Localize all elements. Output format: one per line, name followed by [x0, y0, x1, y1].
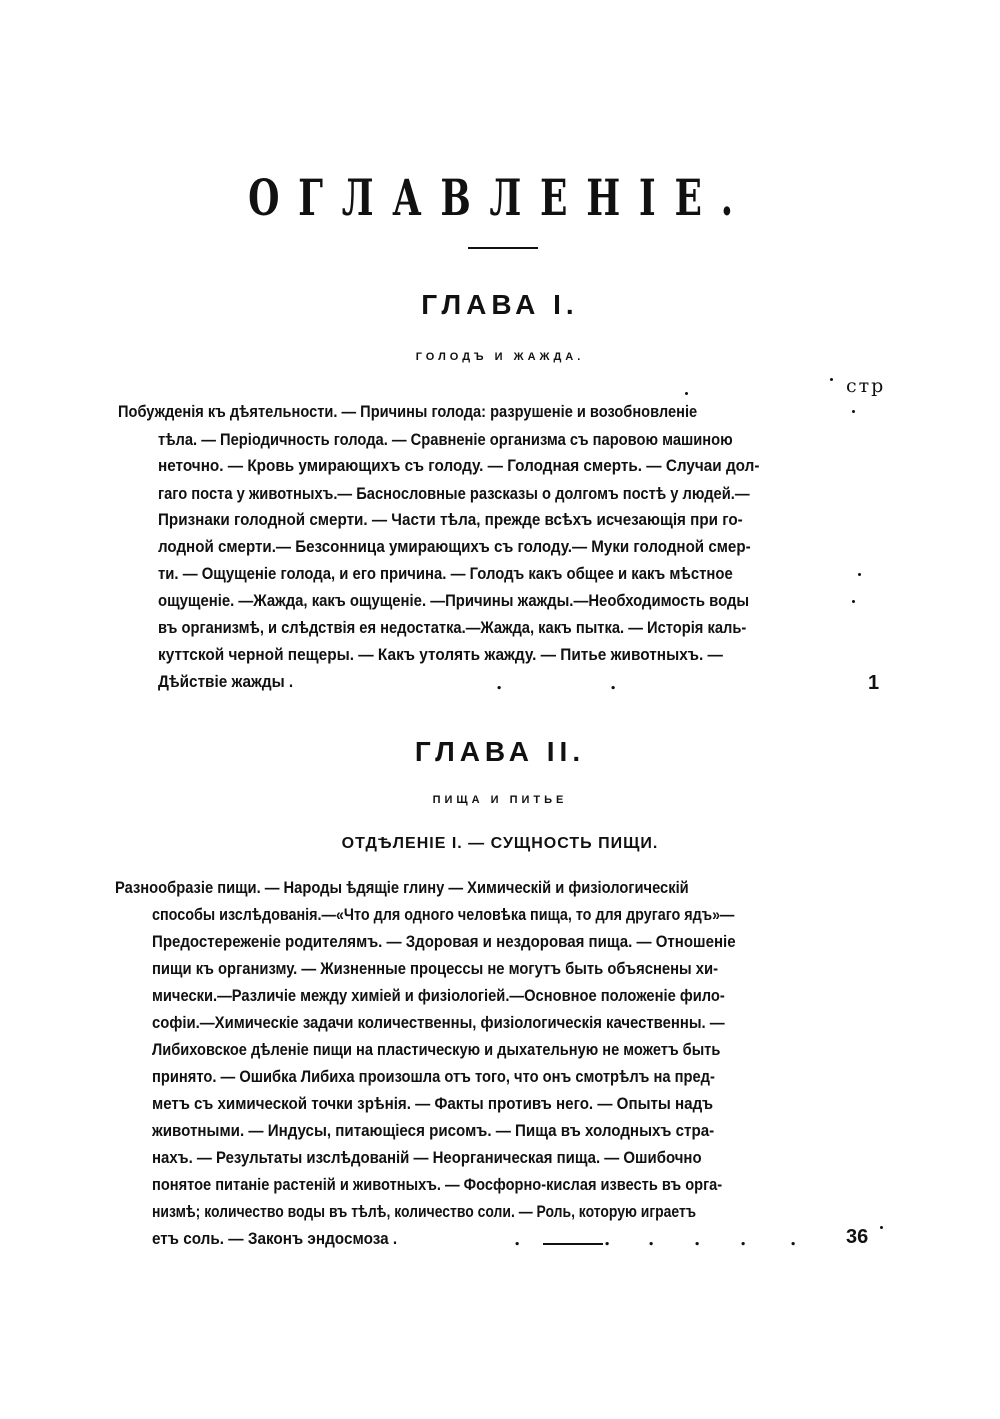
print-speck — [830, 378, 833, 381]
chapter-2-line: принято. — Ошибка Либиха произошла отъ того, что онъ смотрѣлъ на пред- — [152, 1067, 715, 1086]
chapter-2-page-number: 36 — [846, 1226, 869, 1248]
chapter-1-subtitle: ГОЛОДЪ И ЖАЖДА. — [415, 351, 585, 363]
dot-leader: . — [740, 1229, 749, 1250]
title-divider — [468, 247, 538, 249]
chapter-1-line: Дѣйствіе жажды . — [158, 672, 294, 691]
dot-leader: . — [514, 1229, 523, 1250]
chapter-1-line: гаго поста у животныхъ.— Баснословные разсказы о долгомъ постѣ у людей.— — [158, 484, 750, 503]
chapter-1-line: куттской черной пещеры. — Какъ утолять жажду. — Питье животныхъ. — — [158, 645, 723, 664]
chapter-1-heading: ГЛАВА I. — [421, 289, 579, 320]
dot-leader: . — [790, 1229, 799, 1250]
print-speck — [852, 410, 855, 413]
dot-leader: . — [496, 673, 505, 694]
chapter-1-line: въ организмѣ, и слѣдствія ея недостатка.—Жажда, какъ пытка. — Исторія каль- — [158, 618, 747, 637]
dot-leader: . — [648, 1229, 657, 1250]
chapter-2-line: мически.—Различіе между химіей и физіологіей.—Основное положеніе фило- — [152, 986, 725, 1005]
chapter-2-line: Предостереженіе родителямъ. — Здоровая и нездоровая пища. — Отношеніе — [152, 932, 736, 951]
leader-dash — [543, 1243, 603, 1245]
chapter-2-line: пищи къ организму. — Жизненные процессы не могутъ быть объяснены хи- — [152, 959, 719, 978]
chapter-1-line: Побужденія къ дѣятельности. — Причины голода: разрушеніе и возобновленіе — [118, 402, 698, 421]
chapter-2-line: понятое питаніе растеній и животныхъ. — Фосфорно-кислая известь въ орга- — [152, 1175, 723, 1194]
chapter-1-page-number: 1 — [868, 672, 880, 694]
print-speck — [858, 573, 861, 576]
page-column-label: стр — [846, 375, 886, 397]
print-speck — [852, 600, 855, 603]
chapter-2-line: Либиховское дѣленіе пищи на пластическую и дыхательную не можетъ быть — [152, 1040, 721, 1059]
chapter-1-line: тѣла. — Періодичность голода. — Сравненіе организма съ паровою машиною — [158, 430, 733, 449]
chapter-2-line: метъ съ химической точки зрѣнія. — Факты противъ него. — Опыты надъ — [152, 1094, 714, 1113]
chapter-2-line: Разнообразіе пищи. — Народы ѣдящіе глину — Химическій и физіологическій — [115, 878, 689, 897]
chapter-1-line: ощущеніе. —Жажда, какъ ощущеніе. —Причины жажды.—Необходимость воды — [158, 591, 750, 610]
chapter-2-line: способы изслѣдованія.—«Что для одного человѣка пища, то для другаго ядъ»— — [152, 905, 735, 924]
chapter-1-line: ти. — Ощущеніе голода, и его причина. — Голодъ какъ общее и какъ мѣстное — [158, 564, 733, 583]
dot-leader: . — [610, 673, 619, 694]
chapter-2-heading: ГЛАВА II. — [414, 736, 586, 767]
chapter-2-section-heading: ОТДѢЛЕНІЕ I. — СУЩНОСТЬ ПИЩИ. — [341, 835, 659, 852]
chapter-2-subtitle: ПИЩА И ПИТЬЕ — [432, 794, 568, 806]
chapter-1-line: неточно. — Кровь умирающихъ съ голоду. — Голодная смерть. — Случаи дол- — [158, 456, 760, 475]
chapter-1-line: Признаки голодной смерти. — Части тѣла, прежде всѣхъ исчезающія при го- — [158, 510, 743, 529]
chapter-2-line: софіи.—Химическіе задачи количественны, физіологическія качественны. — — [152, 1013, 725, 1032]
chapter-2-line: низмѣ; количество воды въ тѣлѣ, количество соли. — Роль, которую играетъ — [152, 1202, 697, 1221]
chapter-1-line: лодной смерти.— Безсонница умирающихъ съ голоду.— Муки голодной смер- — [158, 537, 751, 556]
print-speck — [685, 392, 688, 395]
chapter-2-line: етъ соль. — Законъ эндосмоза . — [152, 1229, 398, 1248]
print-speck — [880, 1226, 883, 1229]
chapter-2-line: нахъ. — Результаты изслѣдованій — Неорганическая пища. — Ошибочно — [152, 1148, 702, 1167]
page-title: ОГЛАВЛЕНІЕ. — [248, 168, 752, 227]
dot-leader: . — [604, 1229, 613, 1250]
dot-leader: . — [694, 1229, 703, 1250]
chapter-2-line: животными. — Индусы, питающіеся рисомъ. — Пища въ холодныхъ стра- — [152, 1121, 715, 1140]
